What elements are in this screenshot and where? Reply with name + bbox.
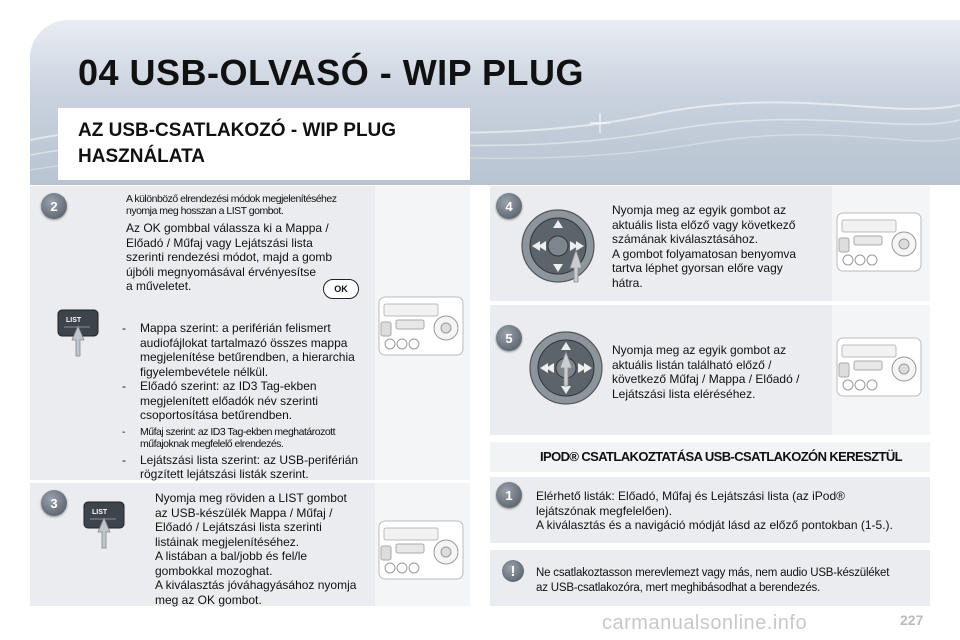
step-5-text-line: Nyomja meg az egyik gombot az xyxy=(612,343,787,357)
list-button-label: LIST xyxy=(66,317,82,324)
step-badge-3: 3 xyxy=(41,490,67,516)
step-3-text-line: gombokkal mozoghat. xyxy=(155,563,273,578)
list-button-label: LIST xyxy=(92,509,108,516)
ipod-section-heading: IPOD® CSATLAKOZTATÁSA USB-CSATLAKOZÓN KERESZTÜL xyxy=(540,449,902,464)
step-5-text-line: Lejátszási lista eléréséhez. xyxy=(612,386,756,401)
bullet-line: megjelenítése betűrendben, a hierarchia xyxy=(140,350,355,364)
watermark: carmanualsonline.info xyxy=(602,612,808,634)
step-2-hint xyxy=(126,193,376,217)
step-badge-1: 1 xyxy=(496,482,522,508)
bullet-line: megjelenített előadók név szerinti xyxy=(140,393,319,408)
bullet-line: - Mappa szerint: a periférián felismert xyxy=(140,321,331,335)
step-3-text-line: A listában a bal/jobb és fel/le xyxy=(155,549,308,563)
step-1-text-line: lejátszónak megfelelően). xyxy=(536,503,673,518)
step-3-text-line: Nyomja meg röviden a LIST gombot xyxy=(155,491,347,505)
bullet-line: műfajoknak megfelelő elrendezés. xyxy=(140,437,284,450)
warning-icon: ! xyxy=(502,560,524,582)
step-3-text xyxy=(155,491,375,607)
step-4-text-line: A gombot folyamatosan benyomva xyxy=(612,246,797,261)
step-3-text-line: az USB-készülék Mappa / Műfaj / xyxy=(155,505,333,520)
page-number: 227 xyxy=(900,612,924,628)
radio-unit-illustration xyxy=(378,296,464,356)
section-title-line2: HASZNÁLATA xyxy=(78,146,205,167)
step-2-text-line: Előadó / Műfaj vagy Lejátszási lista xyxy=(126,235,313,250)
bullet-line: audiofájlokat tartalmazó összes mappa xyxy=(140,335,348,350)
step-3-text-line: A kiválasztás jóváhagyásához nyomja xyxy=(155,578,357,592)
section-title xyxy=(78,118,458,170)
sort-mode-genre xyxy=(114,426,374,450)
step-badge-2: 2 xyxy=(41,193,67,219)
warning-text xyxy=(536,566,926,595)
step-4-text xyxy=(612,203,827,290)
sort-mode-folder xyxy=(114,321,374,379)
step-4-text-line: Nyomja meg az egyik gombot az xyxy=(612,203,787,217)
step-2-text-line: újbóli megnyomásával érvényesítse xyxy=(126,264,317,279)
step-2-text-line: szerinti rendezési módot, majd a gomb xyxy=(126,250,333,264)
step-4-text-line: tartva léphet gyorsan előre vagy xyxy=(612,261,783,275)
step-3-text-line: Előadó / Lejátszási lista szerinti xyxy=(155,520,322,534)
bullet-line: rögzített lejátszási listák szerint. xyxy=(140,467,309,481)
bullet-line: - Lejátszási lista szerint: az USB-periférián xyxy=(140,452,359,467)
warning-text-line: az USB-csatlakozóra, mert meghibásodhat a berendezés. xyxy=(536,581,821,594)
sort-mode-list xyxy=(114,321,374,482)
sort-mode-playlist xyxy=(114,453,374,482)
step-badge-4: 4 xyxy=(496,193,522,219)
step-2-hint-line2: nyomja meg hosszan a LIST gombot. xyxy=(126,205,284,217)
step-5-text-line: következő Műfaj / Mappa / Előadó / xyxy=(612,372,800,386)
step-4-text-line: hátra. xyxy=(612,275,643,290)
step-4-text-line: számának kiválasztásához. xyxy=(612,232,759,246)
step-3-text-line: meg az OK gombot. xyxy=(155,592,262,607)
step-1-text-line: Elérhető listák: Előadó, Műfaj és Lejátszási lista (az iPod® xyxy=(536,489,845,503)
radio-unit-illustration xyxy=(836,337,922,397)
step-badge-5: 5 xyxy=(496,325,522,351)
step-1-text-line: A kiválasztás és a navigáció módját lásd az előző pontokban (1-5.). xyxy=(536,518,893,532)
step-1-text xyxy=(536,489,926,533)
step-5-text xyxy=(612,343,827,401)
section-title-line1: AZ USB-CSATLAKOZÓ - WIP PLUG xyxy=(78,120,397,141)
radio-unit-illustration xyxy=(836,212,922,272)
bullet-line: - Műfaj szerint: az ID3 Tag-ekben meghatározott xyxy=(140,425,336,438)
page-title: 04 USB-OLVASÓ - WIP PLUG xyxy=(78,52,585,93)
list-button-illustration xyxy=(82,500,132,550)
step-2-text-line: Az OK gombbal válassza ki a Mappa / xyxy=(126,221,329,235)
step-2-bullets xyxy=(114,321,374,482)
sort-mode-artist xyxy=(114,379,374,423)
radio-unit-illustration xyxy=(378,520,464,580)
bullet-line: - Előadó szerint: az ID3 Tag-ekben xyxy=(140,379,317,393)
bullet-line: figyelembevétele nélkül. xyxy=(140,364,269,379)
ok-button-illustration: OK xyxy=(323,279,359,299)
bullet-line: csoportosítása betűrendben. xyxy=(140,408,293,422)
step-3-text-line: listáinak megjelenítéséhez. xyxy=(155,534,300,549)
warning-text-line: Ne csatlakoztasson merevlemezt vagy más, nem audio USB-készüléket xyxy=(536,567,890,579)
step-4-text-line: aktuális lista előző vagy következő xyxy=(612,217,796,232)
step-5-text-line: aktuális listán található előző / xyxy=(612,357,772,372)
navigation-pad-illustration xyxy=(528,330,604,406)
step-2-text-line: a műveletet. xyxy=(126,279,192,293)
list-button-illustration xyxy=(56,308,106,358)
step-2-hint-line1: A különböző elrendezési módok megjelenítéséhez xyxy=(126,193,337,205)
navigation-pad-illustration xyxy=(520,208,596,284)
